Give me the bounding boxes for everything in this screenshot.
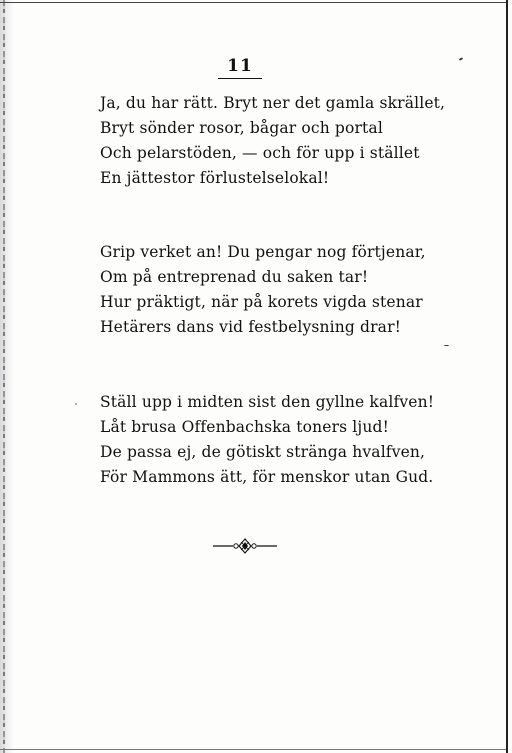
verse-line: Låt brusa Offenbachska toners ljud! (100, 418, 389, 436)
verse-line: Grip verket an! Du pengar nog förtjenar, (100, 243, 426, 261)
verse-line: Hur präktigt, när på korets vigda stenar (100, 293, 423, 311)
stanza-2 (100, 240, 430, 340)
scan-speck (459, 57, 463, 61)
verse-line: Hetärers dans vid festbelysning drar! (100, 318, 402, 336)
scan-speck (75, 403, 77, 405)
scan-top-border (0, 2, 506, 3)
page-number-underline (218, 78, 262, 79)
page-number: 11 (227, 56, 253, 76)
scan-right-border (506, 0, 508, 753)
scan-speck (444, 345, 449, 346)
verse-line: De passa ej, de götiskt stränga hvalfven, (100, 443, 426, 461)
vignette-ornament-icon (212, 536, 278, 556)
verse-line: Om på entreprenad du saken tar! (100, 268, 369, 286)
stanza-3 (100, 390, 435, 490)
verse-line: Ja, du har rätt. Bryt ner det gamla skrället, (100, 94, 446, 112)
stanza-1 (100, 91, 446, 191)
verse-line: Bryt sönder rosor, bågar och portal (100, 119, 383, 137)
page-binding-edge (3, 0, 5, 753)
verse-line: Och pelarstöden, — och för upp i stället (100, 144, 420, 162)
verse-line: För Mammons ätt, för menskor utan Gud. (100, 468, 434, 486)
verse-line: Ställ upp i midten sist den gyllne kalfven! (100, 393, 435, 411)
verse-line: En jättestor förlustelselokal! (100, 169, 330, 187)
scan-bottom-border (0, 749, 506, 750)
